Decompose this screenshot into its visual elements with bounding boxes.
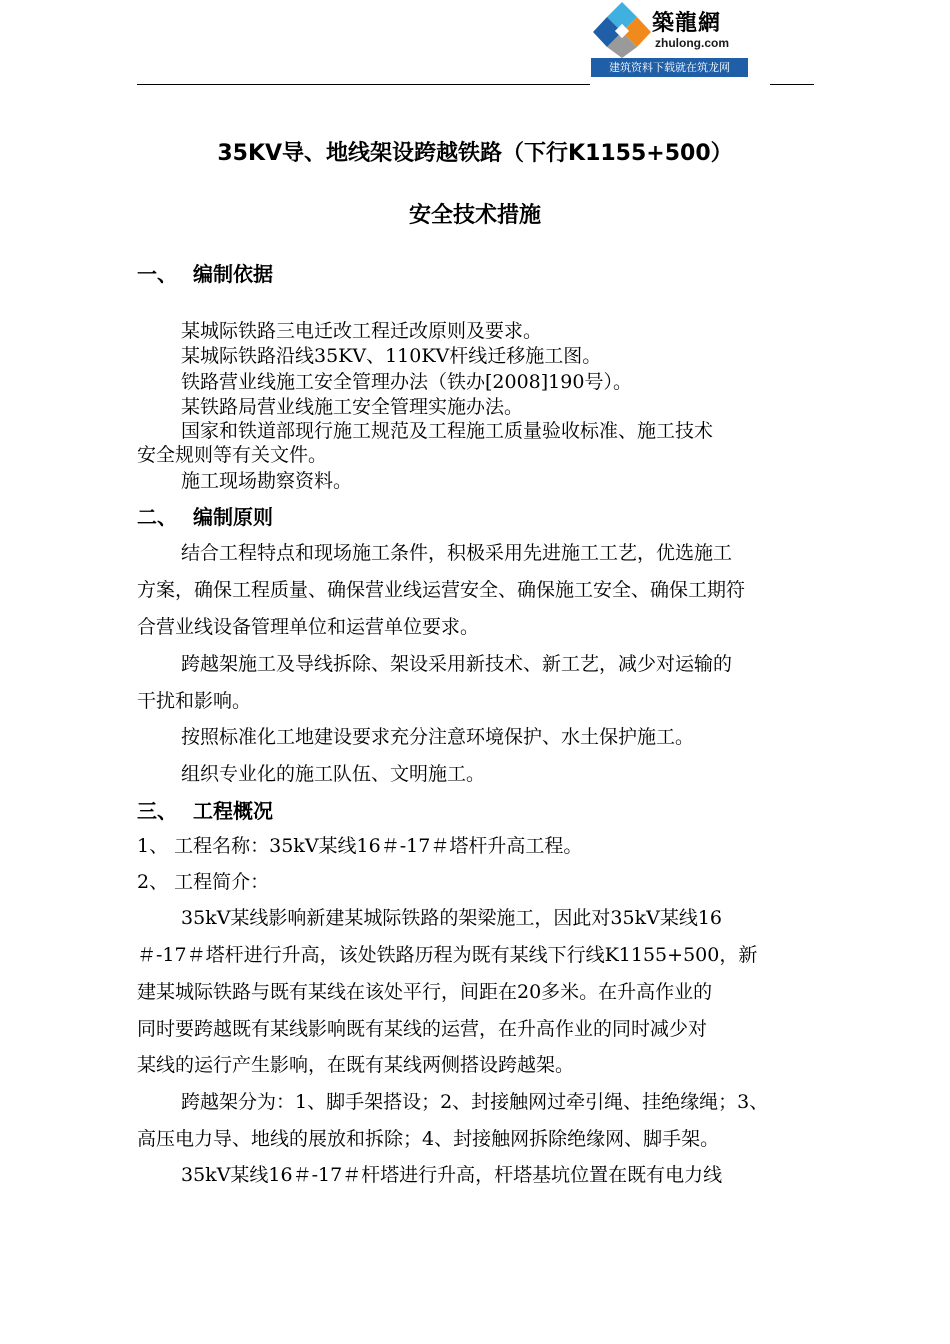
principle-line: 干扰和影响。 [137,690,252,712]
zhulong-logo [591,0,748,78]
section-title: 编制原则 [193,505,273,529]
principle-line: 组织专业化的施工队伍、文明施工。 [181,763,486,785]
header-rule-left [137,84,590,85]
section-title: 编制依据 [193,262,273,286]
overview-line: 高压电力导、地线的展放和拆除；4、封接触网拆除绝缘网、脚手架。 [137,1128,720,1150]
logo-slogan: 建筑资料下载就在筑龙网 [591,58,748,77]
principle-line: 合营业线设备管理单位和运营单位要求。 [137,616,480,638]
principle-line: 方案，确保工程质量、确保营业线运营安全、确保施工安全、确保工期符 [137,579,746,601]
basis-line: 某城际铁路沿线35KV、110KV杆线迁移施工图。 [181,345,602,367]
basis-line: 某城际铁路三电迁改工程迁改原则及要求。 [181,320,543,342]
logo-name: 築龍網 [652,11,722,36]
basis-line: 铁路营业线施工安全管理办法（铁办[2008]190号）。 [181,371,632,393]
section-number: 一、 [137,262,177,286]
basis-line: 安全规则等有关文件。 [137,444,328,466]
overview-line: 建某城际铁路与既有某线在该处平行，间距在20多米。在升高作业的 [137,981,713,1003]
overview-line: 某线的运行产生影响，在既有某线两侧搭设跨越架。 [137,1054,575,1076]
overview-line: ＃-17＃塔杆进行升高，该处铁路历程为既有某线下行线K1155+500，新 [137,944,758,966]
overview-line: 2、 工程简介： [137,871,270,893]
section-title: 工程概况 [193,799,273,823]
overview-line: 同时要跨越既有某线影响既有某线的运营，在升高作业的同时减少对 [137,1018,708,1040]
header-rule-right [770,84,814,85]
section-number: 二、 [137,505,177,529]
doc-subtitle: 安全技术措施 [408,203,541,228]
principle-line: 结合工程特点和现场施工条件，积极采用先进施工工艺，优选施工 [181,542,733,564]
overview-line: 35kV某线影响新建某城际铁路的架梁施工，因此对35kV某线16 [181,907,723,929]
overview-line: 35kV某线16＃-17＃杆塔进行升高，杆塔基坑位置在既有电力线 [181,1164,723,1186]
section-heading-2 [137,501,273,530]
section-heading-1 [137,258,273,287]
logo-domain: zhulong.com [655,36,729,50]
principle-line: 按照标准化工地建设要求充分注意环境保护、水土保护施工。 [181,726,695,748]
section-number: 三、 [137,799,177,823]
basis-line: 某铁路局营业线施工安全管理实施办法。 [181,396,524,418]
overview-line: 1、 工程名称：35kV某线16＃-17＃塔杆升高工程。 [137,835,583,857]
basis-line: 施工现场勘察资料。 [181,470,353,492]
zhulong-logo-icon [593,0,651,58]
overview-line: 跨越架分为：1、脚手架搭设；2、封接触网过牵引绳、挂绝缘绳；3、 [181,1091,769,1113]
section-heading-3 [137,795,273,824]
principle-line: 跨越架施工及导线拆除、架设采用新技术、新工艺，减少对运输的 [181,653,733,675]
doc-title: 35KV导、地线架设跨越铁路（下行K1155+500） [217,141,733,166]
basis-line: 国家和铁道部现行施工规范及工程施工质量验收标准、施工技术 [181,420,714,442]
